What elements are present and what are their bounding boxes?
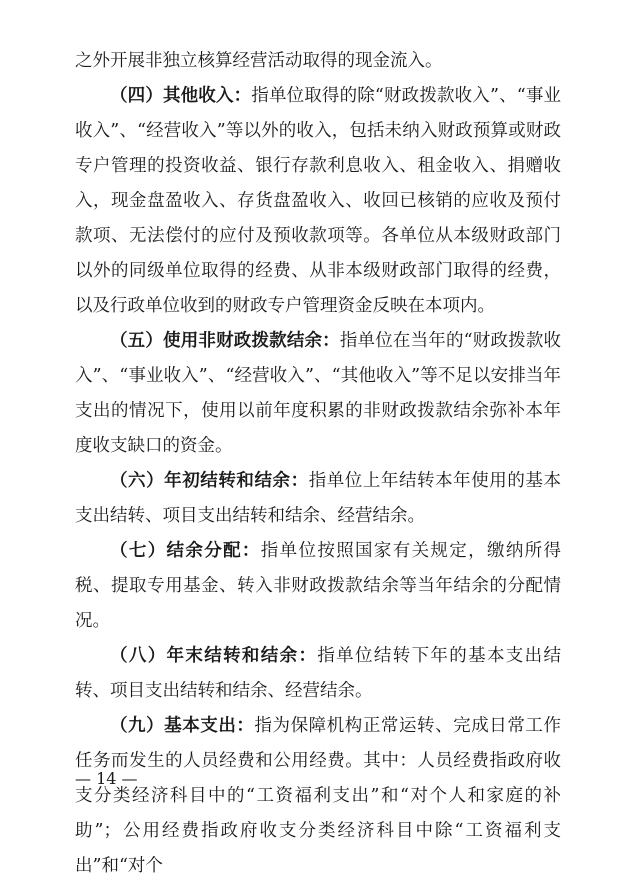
paragraph-continuation xyxy=(75,44,561,79)
paragraph-text: 指单位按照国家有关规定，缴纳所得税、提取专用基金、转入非财政拨款结余等当年结余的分配情况。 xyxy=(75,541,562,631)
paragraph-non-fiscal-surplus xyxy=(75,324,561,464)
paragraph-text: 指单位上年结转本年使用的基本支出结转、项目支出结转和结余、经营结余。 xyxy=(75,471,561,526)
paragraph-opening-balance xyxy=(75,464,561,534)
paragraph-text: 指单位在当年的“财政拨款收入”、“事业收入”、“经营收入”、“其他收入”等不足以安排当年支出的情况下，使用以前年度积累的非财政拨款结余弥补本年度收支缺口的资金。 xyxy=(75,331,562,456)
paragraph-text: 指为保障机构正常运转、完成日常工作任务而发生的人员经费和公用经费。其中：人员经费指政府收支分类经济科目中的“工资福利支出”和“对个人和家庭的补助”；公用经费指政府收支分类经济科目中除“工资福利支出”和“对个 xyxy=(75,716,561,876)
paragraph-basic-expenditure xyxy=(75,709,561,884)
paragraph-closing-balance xyxy=(75,639,561,709)
paragraph-text: 之外开展非独立核算经营活动取得的现金流入。 xyxy=(75,51,443,71)
paragraph-text: 指单位结转下年的基本支出结转、项目支出结转和结余、经营结余。 xyxy=(75,646,562,701)
paragraph-heading: （六）年初结转和结余： xyxy=(110,471,309,491)
paragraph-other-income xyxy=(75,79,561,324)
document-body xyxy=(75,44,561,884)
page-number: — 14 — xyxy=(75,769,138,788)
paragraph-heading: （五）使用非财政拨款结余： xyxy=(110,331,340,351)
paragraph-heading: （四）其他收入： xyxy=(110,86,252,106)
paragraph-surplus-distribution xyxy=(75,534,561,639)
paragraph-heading: （七）结余分配： xyxy=(110,541,261,561)
paragraph-text: 指单位取得的除“财政拨款收入”、“事业收入”、“经营收入”等以外的收入，包括未纳入财政预算或财政专户管理的投资收益、银行存款利息收入、租金收入、捐赠收入，现金盘盈收入、存货盘盈收入、收回已核销的应收及预付款项、无法偿付的应付及预收款项等。各单位从本级财政部门以外的同级单位取得的经费、从非本级财政部门取得的经费，以及行政单位收到的财政专户管理资金反映在本项内。 xyxy=(75,86,561,316)
paragraph-heading: （九）基本支出： xyxy=(110,716,255,736)
paragraph-heading: （八）年末结转和结余： xyxy=(110,646,318,666)
